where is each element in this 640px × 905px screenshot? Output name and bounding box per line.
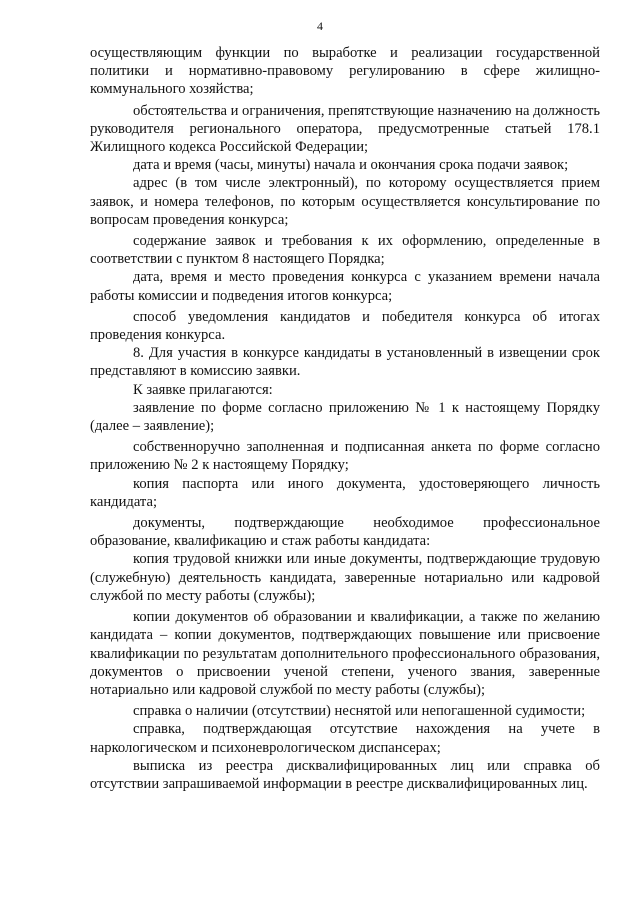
paragraph-6: дата, время и место проведения конкурса с указанием времени начала работы комиссии и подведения итогов конкурса;: [90, 269, 600, 304]
paragraph-10: заявление по форме согласно приложению № 1 к настоящему Порядку (далее – заявление);: [90, 399, 600, 435]
paragraph-12: копия паспорта или иного документа, удостоверяющего личность кандидата;: [90, 475, 600, 510]
paragraph-3: дата и время (часы, минуты) начала и окончания срока подачи заявок;: [133, 157, 569, 174]
paragraph-13: документы, подтверждающие необходимое профессиональное образование, квалификацию и стаж работы кандидата:: [90, 515, 600, 550]
paragraph-8: 8. Для участия в конкурсе кандидаты в установленный в извещении срок представляют в комиссию заявки.: [90, 345, 600, 380]
paragraph-17: справка, подтверждающая отсутствие нахождения на учете в наркологическом и психоневрологическом диспансерах;: [90, 721, 600, 756]
paragraph-4: адрес (в том числе электронный), по которому осуществляется прием заявок, и номера телефонов, по которым осуществляется консультирование по вопросам проведения конкурса;: [90, 175, 600, 228]
paragraph-18: выписка из реестра дисквалифицированных лиц или справка об отсутствии запрашиваемой информации в реестре дисквалифицированных лиц.: [90, 757, 600, 792]
paragraph-11: собственноручно заполненная и подписанная анкета по форме согласно приложению № 2 к настоящему Порядку;: [90, 439, 600, 474]
paragraph-2: обстоятельства и ограничения, препятствующие назначению на должность руководителя регионального оператора, предусмотренные статьей 178.1 Жилищного кодекса Российской Федерации;: [90, 102, 601, 156]
paragraph-9: К заявке прилагаются:: [133, 381, 273, 398]
paragraph-7: способ уведомления кандидатов и победителя конкурса об итогах проведения конкурса.: [90, 308, 600, 344]
paragraph-15: копии документов об образовании и квалификации, а также по желанию кандидата – копии документов, подтверждающих повышение или присвоение квалификации по результатам дополнительного профессионального образования, документов о присвоении ученой степени, ученого звания, заверенные нотариально или кадровой службой по месту работы (службы);: [90, 609, 600, 698]
document-body: [90, 44, 600, 793]
paragraph-16: справка о наличии (отсутствии) неснятой или непогашенной судимости;: [133, 703, 586, 720]
page-number: 4: [317, 19, 323, 33]
paragraph-5: содержание заявок и требования к их оформлению, определенные в соответствии с пунктом 8 настоящего Порядка;: [90, 233, 600, 268]
paragraph-1: осуществляющим функции по выработке и реализации государственной политики и нормативно-правовому регулированию в сфере жилищно-коммунального хозяйства;: [90, 45, 600, 98]
paragraph-14: копия трудовой книжки или иные документы, подтверждающие трудовую (служебную) деятельность кандидата, заверенные нотариально или кадровой службой по месту работы (службы);: [90, 551, 600, 604]
